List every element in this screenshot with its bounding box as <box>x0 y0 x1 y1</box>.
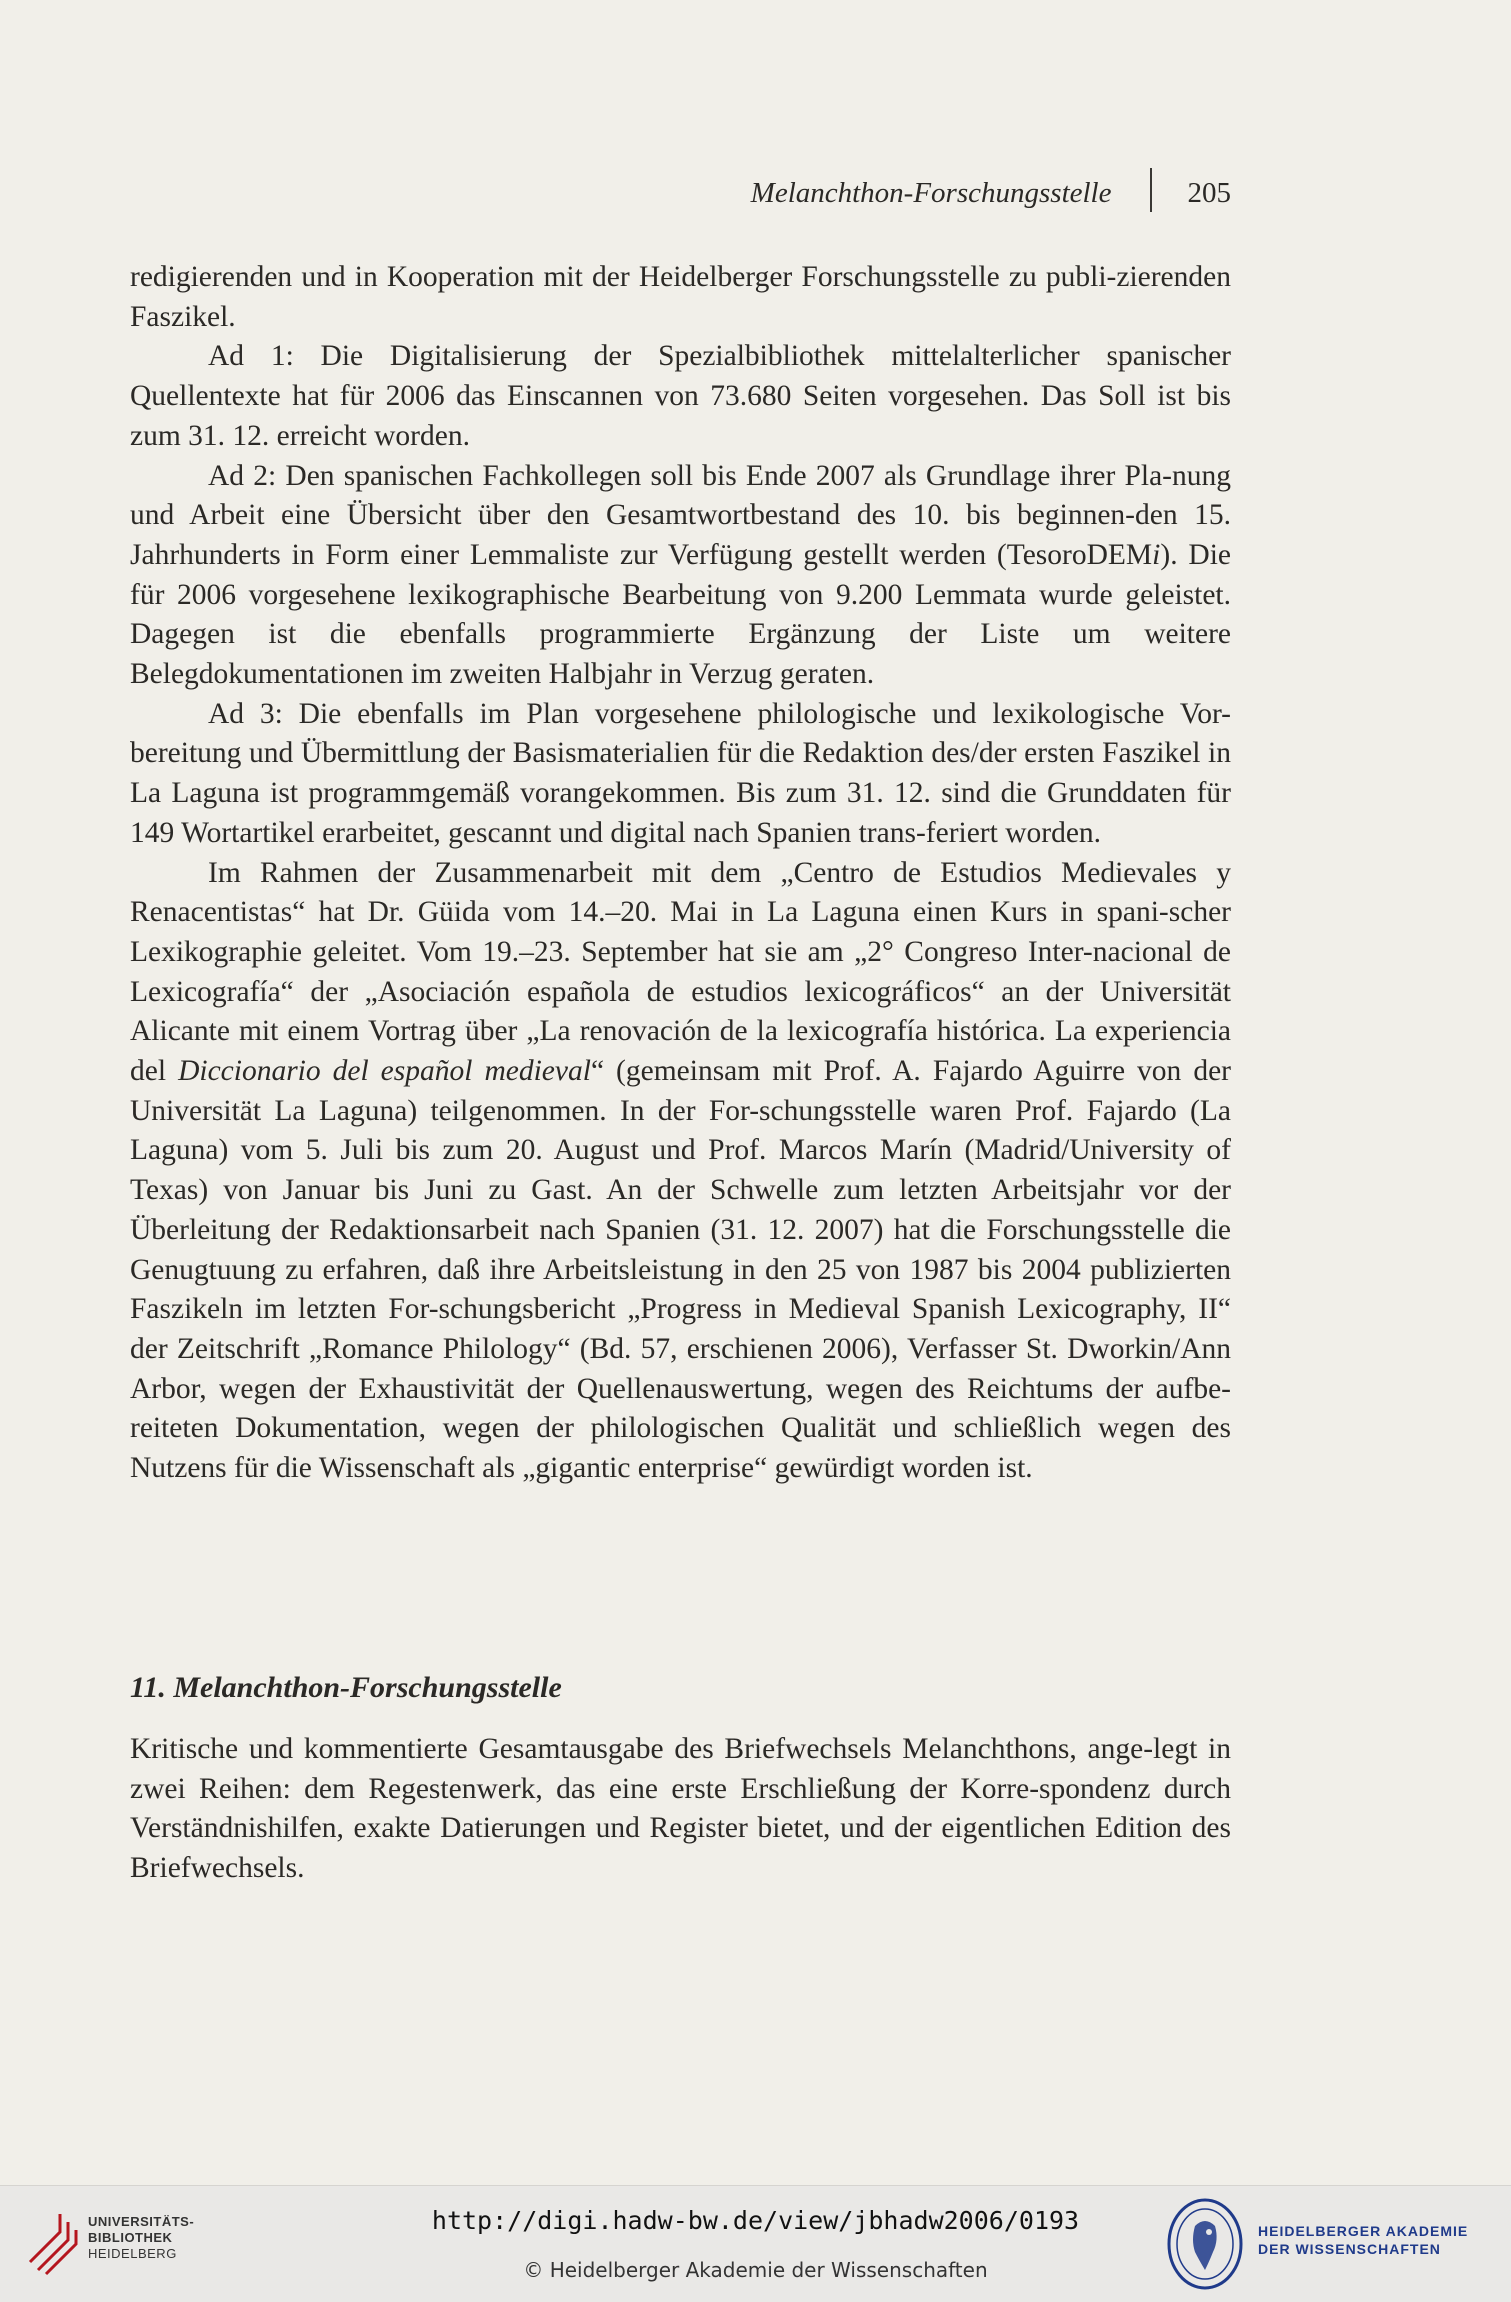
header-divider <box>1150 168 1152 212</box>
paragraph-ad-3: Ad 3: Die ebenfalls im Plan vorgesehene philologische und lexikologische Vor-bereitung und Übermittlung der Basismaterialien für die Redaktion des/der ersten Faszikel in La Laguna ist programmgemäß vorangekommen. Bis zum 31. 12. sind die Grunddaten für 149 Wortartikel erarbeitet, gescannt und digital nach Spanien trans-feriert worden. <box>130 697 1231 849</box>
section-heading: 11. Melanchthon-Forschungsstelle <box>130 1671 562 1704</box>
page-number: 205 <box>1187 177 1231 209</box>
paragraph-cooperation <box>130 854 1231 1489</box>
hadw-line-2: DER WISSENSCHAFTEN <box>1258 2241 1441 2257</box>
ub-line-3: HEIDELBERG <box>88 2246 177 2261</box>
ub-line-1: UNIVERSITÄTS- <box>88 2214 195 2229</box>
hadw-seal-icon[interactable] <box>1165 2196 1245 2292</box>
section-paragraph: Kritische und kommentierte Gesamtausgabe des Briefwechsels Melanchthons, ange-legt in zwei Reihen: dem Regestenwerk, das eine erste Erschließung der Korre-spondenz durch Verständnishilfen, exakte Datierungen und Register bietet, und der eigentlichen Edition des Briefwechsels. <box>130 1733 1231 1885</box>
ub-line-2: BIBLIOTHEK <box>88 2230 173 2245</box>
paragraph-ad-2-part-b: ). Die für 2006 vorgesehene lexikographische Bearbeitung von 9.200 Lemmata wurde geleistet. Dagegen ist die ebenfalls programmierte Ergänzung der Liste um weitere Belegdokumentationen im zweiten Halbjahr in Verzug geraten. <box>130 538 1231 691</box>
copyright-notice: © Heidelberger Akademie der Wissenschaften <box>523 2258 988 2282</box>
paragraph-cooperation-part-a: Im Rahmen der Zusammenarbeit mit dem „Centro de Estudios Medievales y Renacentistas“ hat Dr. Güida vom 14.–20. Mai in La Laguna einen Kurs in spani-scher Lexikographie geleitet. Vom 19.–23. September hat sie am „2° Congreso Inter-nacional de Lexicografía“ der „Asociación española de estudios lexicográficos“ an der Universität Alicante mit einem Vortrag über „La renovación de la lexicografía histórica. La experiencia del <box>130 856 1231 1088</box>
body-text <box>130 258 1231 1489</box>
paragraph-1: redigierenden und in Kooperation mit der Heidelberger Forschungsstelle zu publi-zierenden Faszikel. <box>130 261 1231 333</box>
paragraph-cooperation-part-b: “ (gemeinsam mit Prof. A. Fajardo Aguirre von der Universität La Laguna) teilgenommen. In der For-schungsstelle waren Prof. Fajardo (La Laguna) vom 5. Juli bis zum 20. August und Prof. Marcos Marín (Madrid/University of Texas) von Januar bis Juni zu Gast. An der Schwelle zum letzten Arbeitsjahr vor der Überleitung der Redaktionsarbeit nach Spanien (31. 12. 2007) hat die Forschungsstelle die Genugtuung zu erfahren, daß ihre Arbeitsleistung in den 25 von 1987 bis 2004 publizierten Faszikeln im letzten For-schungsbericht „Progress in Medieval Spanish Lexicography, II“ der Zeitschrift „Romance Philology“ (Bd. 57, erschienen 2006), Verfasser St. Dworkin/Ann Arbor, wegen der Exhaustivität der Quellenauswertung, wegen des Reichtums der aufbe-reiteten Dokumentation, wegen der philologischen Qualität und schließlich wegen des Nutzens für die Wissenschaft als „gigantic enterprise“ gewürdigt worden ist. <box>130 1055 1231 1485</box>
hadw-line-1: HEIDELBERGER AKADEMIE <box>1258 2223 1469 2239</box>
running-head <box>130 168 1231 212</box>
paragraph-cooperation-italic: Diccionario del español medieval <box>178 1055 591 1088</box>
paragraph-ad-2-part-a: Ad 2: Den spanischen Fachkollegen soll bis Ende 2007 als Grundlage ihrer Pla-nung und Arbeit eine Übersicht über den Gesamtwortbestand des 10. bis beginnen-den 15. Jahrhunderts in Form einer Lemmaliste zur Verfügung gestellt werden (TesoroDEM <box>130 459 1231 571</box>
section-body <box>130 1730 1231 1889</box>
digitization-footer <box>0 2185 1511 2302</box>
paragraph-ad-2-italic: i <box>1152 538 1161 571</box>
paragraph-ad-2 <box>130 457 1231 695</box>
permalink-url[interactable]: http://digi.hadw-bw.de/view/jbhadw2006/0193 <box>431 2206 1080 2235</box>
running-title: Melanchthon-Forschungsstelle <box>750 177 1112 209</box>
hadw-wordmark <box>1258 2222 1468 2258</box>
paragraph-ad-1: Ad 1: Die Digitalisierung der Spezialbibliothek mittelalterlicher spanischer Quellentexte hat für 2006 das Einscannen von 73.680 Seiten vorgesehen. Das Soll ist bis zum 31. 12. erreicht worden. <box>130 340 1231 452</box>
